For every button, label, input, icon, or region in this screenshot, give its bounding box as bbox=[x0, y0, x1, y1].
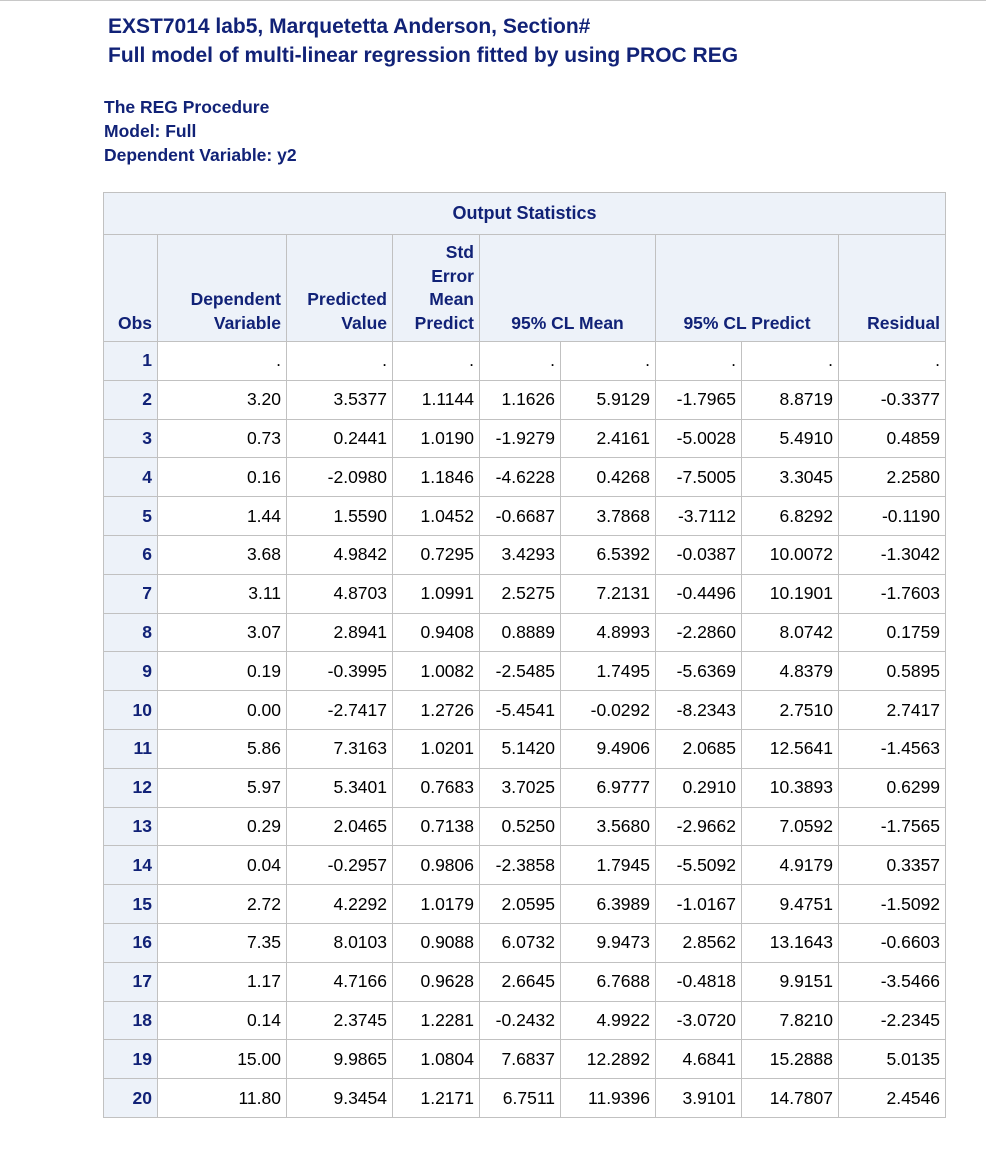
cell-predicted-value: 9.9865 bbox=[287, 1040, 393, 1079]
cell-cl-predict-lower: -5.0028 bbox=[656, 419, 742, 458]
cell-cl-predict-lower: . bbox=[656, 342, 742, 381]
cell-cl-predict-upper: . bbox=[742, 342, 839, 381]
cell-std-error-mean-predict: 1.0082 bbox=[393, 652, 480, 691]
header-std-error-mean-predict: Std Error Mean Predict bbox=[393, 235, 480, 342]
table-row bbox=[104, 613, 946, 652]
cell-std-error-mean-predict: 0.9628 bbox=[393, 962, 480, 1001]
cell-cl-mean-upper: 9.9473 bbox=[561, 923, 656, 962]
cell-cl-predict-lower: -5.6369 bbox=[656, 652, 742, 691]
cell-residual: -0.3377 bbox=[839, 380, 946, 419]
cell-obs: 20 bbox=[104, 1079, 158, 1118]
cell-std-error-mean-predict: 0.9806 bbox=[393, 846, 480, 885]
cell-std-error-mean-predict: 1.2726 bbox=[393, 691, 480, 730]
table-row bbox=[104, 923, 946, 962]
cell-dependent-variable: 2.72 bbox=[158, 885, 287, 924]
cell-cl-predict-lower: -7.5005 bbox=[656, 458, 742, 497]
cell-cl-predict-lower: -5.5092 bbox=[656, 846, 742, 885]
cell-dependent-variable: 0.16 bbox=[158, 458, 287, 497]
cell-cl-mean-lower: 0.5250 bbox=[480, 807, 561, 846]
cell-std-error-mean-predict: . bbox=[393, 342, 480, 381]
cell-dependent-variable: 0.19 bbox=[158, 652, 287, 691]
cell-cl-mean-upper: 0.4268 bbox=[561, 458, 656, 497]
cell-cl-mean-upper: 2.4161 bbox=[561, 419, 656, 458]
cell-cl-mean-upper: 3.5680 bbox=[561, 807, 656, 846]
cell-cl-predict-upper: 2.7510 bbox=[742, 691, 839, 730]
cell-cl-mean-upper: 3.7868 bbox=[561, 497, 656, 536]
cell-dependent-variable: 3.07 bbox=[158, 613, 287, 652]
cell-cl-mean-lower: -0.6687 bbox=[480, 497, 561, 536]
cell-cl-mean-upper: 11.9396 bbox=[561, 1079, 656, 1118]
cell-predicted-value: 2.0465 bbox=[287, 807, 393, 846]
cell-cl-mean-lower: -5.4541 bbox=[480, 691, 561, 730]
cell-predicted-value: . bbox=[287, 342, 393, 381]
cell-cl-mean-lower: -1.9279 bbox=[480, 419, 561, 458]
cell-obs: 11 bbox=[104, 729, 158, 768]
cell-std-error-mean-predict: 1.0179 bbox=[393, 885, 480, 924]
cell-cl-mean-upper: 12.2892 bbox=[561, 1040, 656, 1079]
cell-predicted-value: 4.8703 bbox=[287, 574, 393, 613]
table-row bbox=[104, 691, 946, 730]
cell-cl-mean-lower: 5.1420 bbox=[480, 729, 561, 768]
cell-cl-predict-upper: 12.5641 bbox=[742, 729, 839, 768]
cell-std-error-mean-predict: 1.1846 bbox=[393, 458, 480, 497]
cell-cl-predict-lower: 2.0685 bbox=[656, 729, 742, 768]
cell-cl-predict-upper: 9.9151 bbox=[742, 962, 839, 1001]
top-divider bbox=[0, 0, 986, 1]
table-row bbox=[104, 962, 946, 1001]
cell-obs: 10 bbox=[104, 691, 158, 730]
cell-residual: 0.5895 bbox=[839, 652, 946, 691]
cell-dependent-variable: 0.14 bbox=[158, 1001, 287, 1040]
table-row bbox=[104, 419, 946, 458]
cell-cl-mean-lower: -2.5485 bbox=[480, 652, 561, 691]
cell-obs: 3 bbox=[104, 419, 158, 458]
cell-cl-mean-lower: -2.3858 bbox=[480, 846, 561, 885]
cell-obs: 18 bbox=[104, 1001, 158, 1040]
table-header-row bbox=[104, 235, 946, 342]
cell-predicted-value: 5.3401 bbox=[287, 768, 393, 807]
cell-dependent-variable: 5.86 bbox=[158, 729, 287, 768]
cell-predicted-value: 4.7166 bbox=[287, 962, 393, 1001]
cell-std-error-mean-predict: 1.0991 bbox=[393, 574, 480, 613]
cell-cl-predict-upper: 8.8719 bbox=[742, 380, 839, 419]
cell-residual: 0.4859 bbox=[839, 419, 946, 458]
cell-cl-predict-lower: -0.0387 bbox=[656, 535, 742, 574]
cell-cl-predict-lower: 0.2910 bbox=[656, 768, 742, 807]
cell-obs: 7 bbox=[104, 574, 158, 613]
table-row bbox=[104, 1040, 946, 1079]
cell-cl-predict-upper: 10.1901 bbox=[742, 574, 839, 613]
cell-obs: 16 bbox=[104, 923, 158, 962]
cell-predicted-value: -2.7417 bbox=[287, 691, 393, 730]
cell-dependent-variable: 0.04 bbox=[158, 846, 287, 885]
cell-cl-predict-upper: 7.0592 bbox=[742, 807, 839, 846]
cell-cl-predict-upper: 7.8210 bbox=[742, 1001, 839, 1040]
cell-cl-mean-lower: 3.7025 bbox=[480, 768, 561, 807]
cell-cl-mean-lower: 6.7511 bbox=[480, 1079, 561, 1118]
cell-cl-mean-upper: 4.8993 bbox=[561, 613, 656, 652]
cell-cl-mean-lower: 2.6645 bbox=[480, 962, 561, 1001]
table-row bbox=[104, 574, 946, 613]
cell-cl-mean-upper: 7.2131 bbox=[561, 574, 656, 613]
cell-dependent-variable: 7.35 bbox=[158, 923, 287, 962]
table-row bbox=[104, 380, 946, 419]
cell-residual: 2.7417 bbox=[839, 691, 946, 730]
cell-cl-mean-upper: 1.7945 bbox=[561, 846, 656, 885]
cell-residual: 2.2580 bbox=[839, 458, 946, 497]
table-row bbox=[104, 652, 946, 691]
cell-cl-mean-lower: 7.6837 bbox=[480, 1040, 561, 1079]
table-row bbox=[104, 1001, 946, 1040]
cell-cl-predict-lower: -2.9662 bbox=[656, 807, 742, 846]
cell-cl-mean-upper: 6.3989 bbox=[561, 885, 656, 924]
cell-predicted-value: 8.0103 bbox=[287, 923, 393, 962]
cell-residual: -1.7603 bbox=[839, 574, 946, 613]
cell-obs: 1 bbox=[104, 342, 158, 381]
cell-dependent-variable: 3.20 bbox=[158, 380, 287, 419]
cell-residual: -1.3042 bbox=[839, 535, 946, 574]
cell-cl-mean-lower: 2.5275 bbox=[480, 574, 561, 613]
header-dependent-variable: Dependent Variable bbox=[158, 235, 287, 342]
cell-cl-mean-upper: -0.0292 bbox=[561, 691, 656, 730]
report-title-block bbox=[108, 12, 738, 70]
cell-cl-predict-upper: 14.7807 bbox=[742, 1079, 839, 1118]
cell-predicted-value: -0.2957 bbox=[287, 846, 393, 885]
cell-std-error-mean-predict: 1.2171 bbox=[393, 1079, 480, 1118]
report-title: EXST7014 lab5, Marquetetta Anderson, Section# bbox=[108, 15, 591, 38]
table-caption: Output Statistics bbox=[104, 193, 946, 235]
cell-cl-predict-lower: -1.7965 bbox=[656, 380, 742, 419]
table-row bbox=[104, 768, 946, 807]
table-row bbox=[104, 885, 946, 924]
cell-dependent-variable: 15.00 bbox=[158, 1040, 287, 1079]
cell-cl-predict-lower: 4.6841 bbox=[656, 1040, 742, 1079]
cell-residual: 0.3357 bbox=[839, 846, 946, 885]
cell-cl-predict-lower: -2.2860 bbox=[656, 613, 742, 652]
cell-obs: 14 bbox=[104, 846, 158, 885]
cell-cl-predict-lower: 2.8562 bbox=[656, 923, 742, 962]
cell-cl-predict-upper: 10.3893 bbox=[742, 768, 839, 807]
report-subtitle: Full model of multi-linear regression fitted by using PROC REG bbox=[108, 44, 739, 67]
cell-residual: -2.2345 bbox=[839, 1001, 946, 1040]
cell-predicted-value: 2.8941 bbox=[287, 613, 393, 652]
cell-std-error-mean-predict: 1.0201 bbox=[393, 729, 480, 768]
cell-dependent-variable: 0.00 bbox=[158, 691, 287, 730]
cell-cl-mean-upper: 6.5392 bbox=[561, 535, 656, 574]
cell-std-error-mean-predict: 1.0190 bbox=[393, 419, 480, 458]
output-statistics-table bbox=[103, 192, 946, 1118]
cell-residual: -1.7565 bbox=[839, 807, 946, 846]
table-row bbox=[104, 729, 946, 768]
cell-cl-mean-lower: 1.1626 bbox=[480, 380, 561, 419]
cell-cl-mean-lower: 2.0595 bbox=[480, 885, 561, 924]
cell-cl-predict-upper: 6.8292 bbox=[742, 497, 839, 536]
cell-cl-predict-lower: 3.9101 bbox=[656, 1079, 742, 1118]
cell-std-error-mean-predict: 1.2281 bbox=[393, 1001, 480, 1040]
cell-obs: 15 bbox=[104, 885, 158, 924]
cell-predicted-value: 9.3454 bbox=[287, 1079, 393, 1118]
cell-cl-predict-lower: -8.2343 bbox=[656, 691, 742, 730]
cell-obs: 17 bbox=[104, 962, 158, 1001]
cell-std-error-mean-predict: 0.7683 bbox=[393, 768, 480, 807]
table-row bbox=[104, 846, 946, 885]
header-cl-predict: 95% CL Predict bbox=[656, 235, 839, 342]
cell-cl-predict-lower: -0.4496 bbox=[656, 574, 742, 613]
cell-dependent-variable: 3.68 bbox=[158, 535, 287, 574]
cell-predicted-value: 3.5377 bbox=[287, 380, 393, 419]
cell-cl-predict-upper: 8.0742 bbox=[742, 613, 839, 652]
cell-cl-predict-upper: 13.1643 bbox=[742, 923, 839, 962]
cell-cl-mean-upper: . bbox=[561, 342, 656, 381]
table-row bbox=[104, 458, 946, 497]
cell-obs: 9 bbox=[104, 652, 158, 691]
cell-obs: 19 bbox=[104, 1040, 158, 1079]
cell-predicted-value: 1.5590 bbox=[287, 497, 393, 536]
table-row bbox=[104, 342, 946, 381]
cell-predicted-value: 0.2441 bbox=[287, 419, 393, 458]
cell-std-error-mean-predict: 0.7295 bbox=[393, 535, 480, 574]
cell-predicted-value: 2.3745 bbox=[287, 1001, 393, 1040]
cell-std-error-mean-predict: 0.9408 bbox=[393, 613, 480, 652]
cell-obs: 6 bbox=[104, 535, 158, 574]
model-name: Model: Full bbox=[104, 121, 197, 141]
cell-residual: 5.0135 bbox=[839, 1040, 946, 1079]
cell-cl-predict-upper: 3.3045 bbox=[742, 458, 839, 497]
cell-cl-mean-lower: 6.0732 bbox=[480, 923, 561, 962]
cell-dependent-variable: 1.17 bbox=[158, 962, 287, 1001]
cell-cl-predict-upper: 9.4751 bbox=[742, 885, 839, 924]
cell-dependent-variable: 0.29 bbox=[158, 807, 287, 846]
cell-obs: 5 bbox=[104, 497, 158, 536]
cell-dependent-variable: 11.80 bbox=[158, 1079, 287, 1118]
cell-cl-mean-lower: 0.8889 bbox=[480, 613, 561, 652]
cell-cl-mean-lower: -4.6228 bbox=[480, 458, 561, 497]
header-residual: Residual bbox=[839, 235, 946, 342]
cell-cl-predict-upper: 5.4910 bbox=[742, 419, 839, 458]
procedure-info bbox=[104, 95, 297, 167]
cell-dependent-variable: 1.44 bbox=[158, 497, 287, 536]
cell-cl-mean-lower: 3.4293 bbox=[480, 535, 561, 574]
table-row bbox=[104, 497, 946, 536]
cell-cl-mean-upper: 1.7495 bbox=[561, 652, 656, 691]
cell-std-error-mean-predict: 0.9088 bbox=[393, 923, 480, 962]
cell-residual: 0.6299 bbox=[839, 768, 946, 807]
table-row bbox=[104, 535, 946, 574]
cell-cl-mean-upper: 9.4906 bbox=[561, 729, 656, 768]
cell-residual: . bbox=[839, 342, 946, 381]
cell-cl-predict-upper: 10.0072 bbox=[742, 535, 839, 574]
cell-residual: -3.5466 bbox=[839, 962, 946, 1001]
cell-residual: -0.1190 bbox=[839, 497, 946, 536]
cell-residual: 0.1759 bbox=[839, 613, 946, 652]
cell-std-error-mean-predict: 1.1144 bbox=[393, 380, 480, 419]
cell-predicted-value: 4.2292 bbox=[287, 885, 393, 924]
table-row bbox=[104, 1079, 946, 1118]
table-body bbox=[104, 342, 946, 1118]
cell-obs: 4 bbox=[104, 458, 158, 497]
cell-cl-predict-upper: 15.2888 bbox=[742, 1040, 839, 1079]
cell-residual: 2.4546 bbox=[839, 1079, 946, 1118]
dependent-variable: Dependent Variable: y2 bbox=[104, 145, 297, 165]
cell-std-error-mean-predict: 1.0804 bbox=[393, 1040, 480, 1079]
cell-dependent-variable: 5.97 bbox=[158, 768, 287, 807]
cell-residual: -0.6603 bbox=[839, 923, 946, 962]
cell-cl-predict-upper: 4.9179 bbox=[742, 846, 839, 885]
table-row bbox=[104, 807, 946, 846]
cell-obs: 8 bbox=[104, 613, 158, 652]
cell-predicted-value: -0.3995 bbox=[287, 652, 393, 691]
cell-dependent-variable: . bbox=[158, 342, 287, 381]
cell-cl-mean-upper: 4.9922 bbox=[561, 1001, 656, 1040]
cell-residual: -1.4563 bbox=[839, 729, 946, 768]
cell-cl-predict-lower: -1.0167 bbox=[656, 885, 742, 924]
cell-cl-predict-lower: -3.7112 bbox=[656, 497, 742, 536]
procedure-name: The REG Procedure bbox=[104, 97, 270, 117]
cell-dependent-variable: 3.11 bbox=[158, 574, 287, 613]
cell-predicted-value: 4.9842 bbox=[287, 535, 393, 574]
cell-obs: 2 bbox=[104, 380, 158, 419]
cell-std-error-mean-predict: 0.7138 bbox=[393, 807, 480, 846]
cell-cl-mean-lower: . bbox=[480, 342, 561, 381]
cell-predicted-value: -2.0980 bbox=[287, 458, 393, 497]
cell-obs: 13 bbox=[104, 807, 158, 846]
cell-cl-predict-lower: -3.0720 bbox=[656, 1001, 742, 1040]
cell-cl-mean-lower: -0.2432 bbox=[480, 1001, 561, 1040]
cell-cl-mean-upper: 6.7688 bbox=[561, 962, 656, 1001]
cell-cl-mean-upper: 6.9777 bbox=[561, 768, 656, 807]
cell-dependent-variable: 0.73 bbox=[158, 419, 287, 458]
cell-cl-predict-upper: 4.8379 bbox=[742, 652, 839, 691]
cell-cl-predict-lower: -0.4818 bbox=[656, 962, 742, 1001]
cell-predicted-value: 7.3163 bbox=[287, 729, 393, 768]
cell-cl-mean-upper: 5.9129 bbox=[561, 380, 656, 419]
cell-obs: 12 bbox=[104, 768, 158, 807]
header-predicted-value: Predicted Value bbox=[287, 235, 393, 342]
header-cl-mean: 95% CL Mean bbox=[480, 235, 656, 342]
cell-std-error-mean-predict: 1.0452 bbox=[393, 497, 480, 536]
header-obs: Obs bbox=[104, 235, 158, 342]
cell-residual: -1.5092 bbox=[839, 885, 946, 924]
